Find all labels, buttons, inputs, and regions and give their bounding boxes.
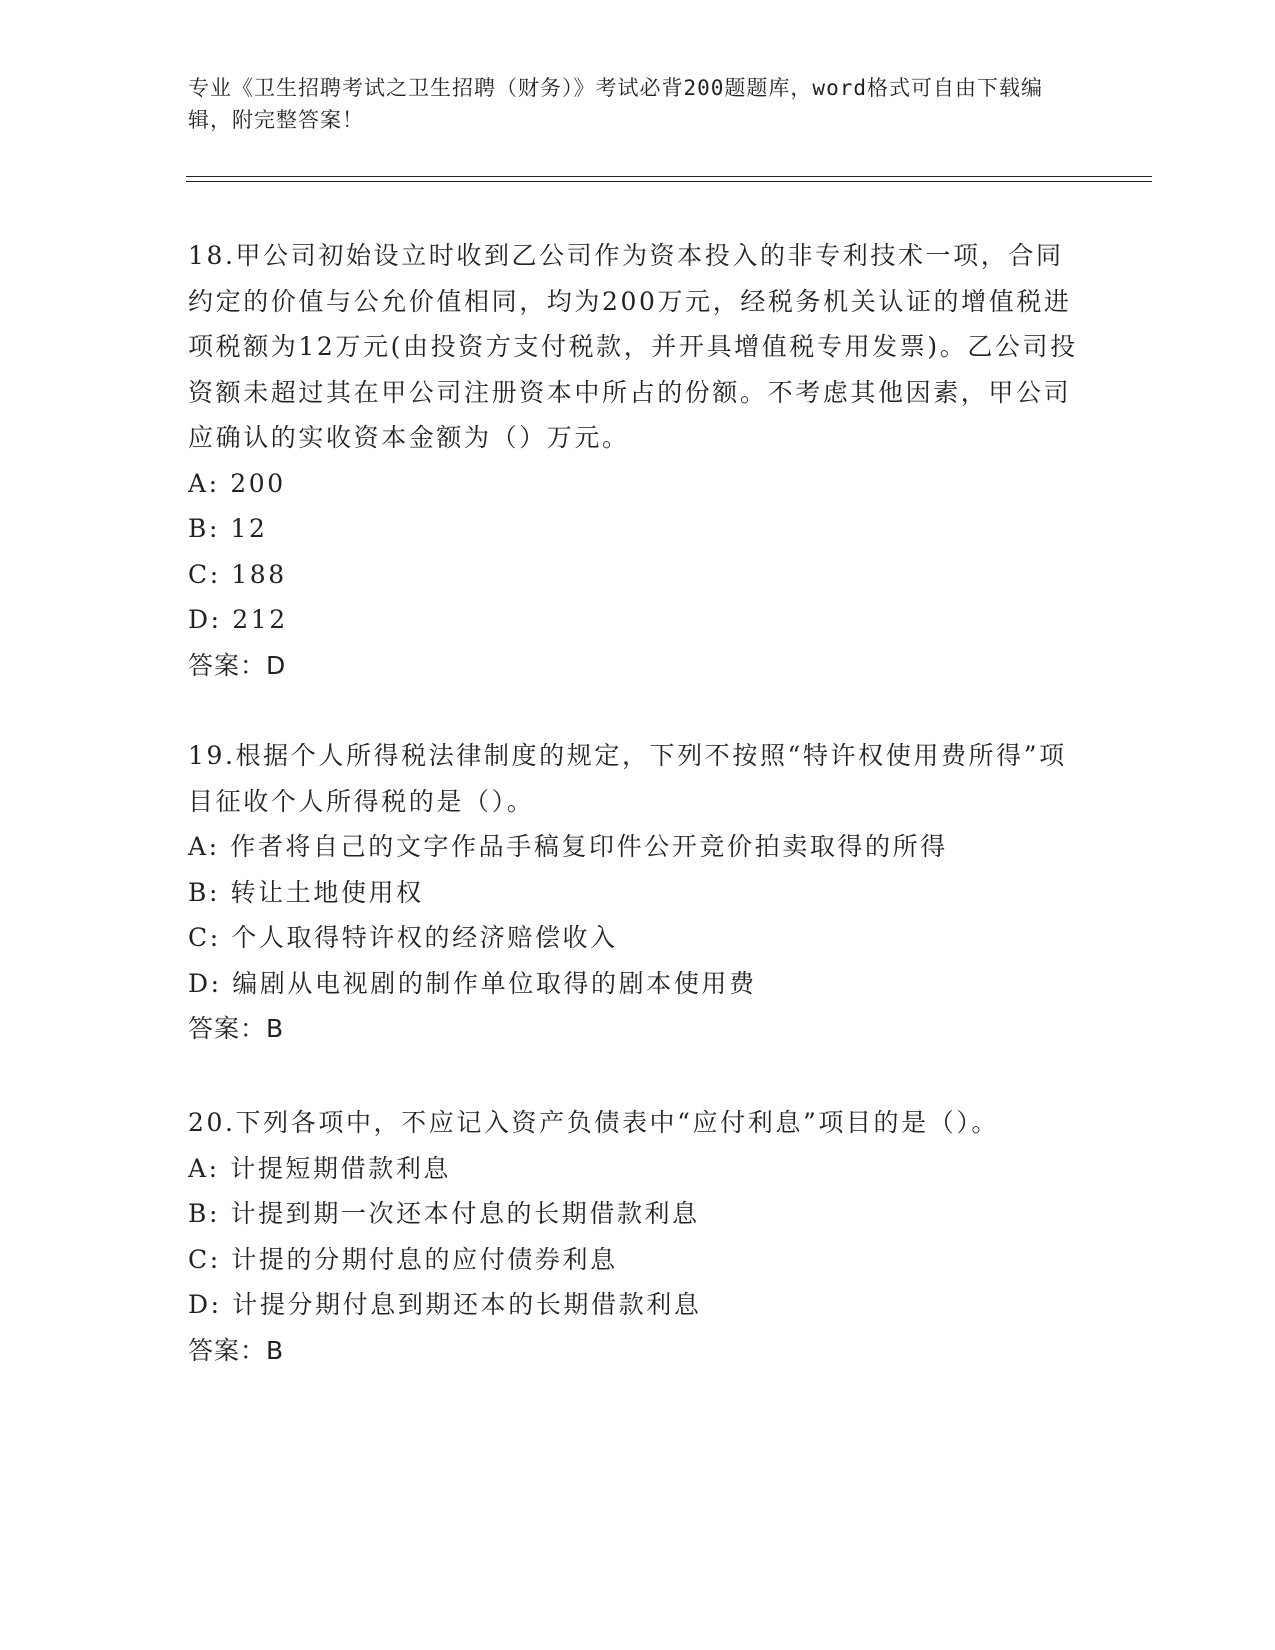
answer-label: 答案：B xyxy=(188,1335,285,1365)
option-b: B: 计提到期一次还本付息的长期借款利息 xyxy=(188,1199,700,1228)
question-stem: 18.甲公司初始设立时收到乙公司作为资本投入的非专利技术一项，合同约定的价值与公允价值相同，均为200万元，经税务机关认证的增值税进项税额为12万元(由投资方支付税款，并开具增值税专用发票)。乙公司投资额未超过其在甲公司注册资本中所占的份额。不考虑其他因素，甲公司应确认的实收资本金额为（）万元。 xyxy=(188,241,1078,452)
option-c: C: 个人取得特许权的经济赔偿收入 xyxy=(188,923,618,952)
option-d: D: 编剧从电视剧的制作单位取得的剧本使用费 xyxy=(188,968,757,998)
header-divider-bottom xyxy=(186,181,1152,182)
question-19 xyxy=(188,733,1088,1052)
answer-label: 答案：B xyxy=(188,1014,285,1043)
question-20 xyxy=(188,1100,1088,1373)
document-header: 专业《卫生招聘考试之卫生招聘（财务）》考试必背200题题库，word格式可自由下载编辑，附完整答案！ xyxy=(188,76,1043,132)
option-a: A: 作者将自己的文字作品手稿复印件公开竞价拍卖取得的所得 xyxy=(188,832,948,861)
option-c: C: 188 xyxy=(188,559,287,589)
option-b: B: 12 xyxy=(188,514,268,543)
header-divider-top xyxy=(186,176,1152,177)
question-18 xyxy=(188,233,1088,688)
option-d: D: 212 xyxy=(188,605,288,634)
option-a: A: 200 xyxy=(188,468,286,498)
question-stem: 20.下列各项中，不应记入资产负债表中“应付利息”项目的是（）。 xyxy=(188,1108,1000,1137)
option-d: D: 计提分期付息到期还本的长期借款利息 xyxy=(188,1290,702,1319)
option-b: B: 转让土地使用权 xyxy=(188,877,424,907)
option-c: C: 计提的分期付息的应付债券利息 xyxy=(188,1244,618,1274)
option-a: A: 计提短期借款利息 xyxy=(188,1153,452,1183)
question-stem: 19.根据个人所得税法律制度的规定，下列不按照“特许权使用费所得”项目征收个人所得税的是（）。 xyxy=(188,741,1067,816)
answer-label: 答案：D xyxy=(188,650,287,680)
